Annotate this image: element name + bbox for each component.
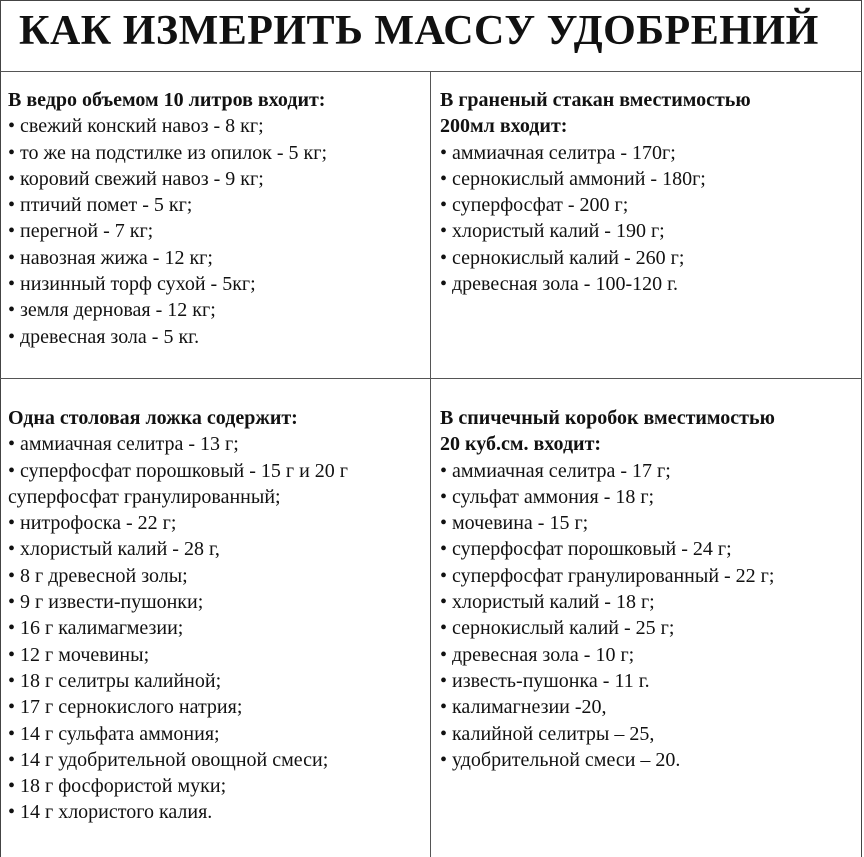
list-item: • аммиачная селитра - 17 г; <box>440 459 671 482</box>
list-item: • древесная зола - 100-120 г. <box>440 273 679 296</box>
list-item: • 18 г селитры калийной; <box>8 669 222 692</box>
list-item: • то же на подстилке из опилок - 5 кг; <box>8 141 328 164</box>
list-item: • хлористый калий - 28 г, <box>8 538 220 561</box>
title-bar <box>0 0 862 72</box>
list-item: • сернокислый калий - 25 г; <box>440 617 675 640</box>
list-item: • нитрофоска - 22 г; <box>8 512 177 535</box>
vertical-divider <box>430 72 431 857</box>
list-item: • 16 г калимагмезии; <box>8 617 184 640</box>
list-item: • навозная жижа - 12 кг; <box>8 246 213 269</box>
glass-heading-line2: 200мл входит: <box>440 115 568 138</box>
list-item: • 17 г сернокислого натрия; <box>8 696 243 719</box>
spoon-heading: Одна столовая ложка содержит: <box>8 407 298 429</box>
list-item: • свежий конский навоз - 8 кг; <box>8 115 264 138</box>
list-item: • известь-пушонка - 11 г. <box>440 669 650 692</box>
matchbox-heading-line1: В спичечный коробок вместимостью <box>440 407 775 429</box>
bucket-section <box>8 87 327 350</box>
list-item: • земля дерновая - 12 кг; <box>8 299 216 322</box>
list-item: • калимагнезии -20, <box>440 696 607 719</box>
list-item: • аммиачная селитра - 170г; <box>440 141 676 164</box>
list-item: • 14 г удобрительной овощной смеси; <box>8 748 329 771</box>
bucket-heading: В ведро объемом 10 литров входит: <box>8 89 326 111</box>
list-item: • сернокислый аммоний - 180г; <box>440 167 706 190</box>
list-item: • хлористый калий - 18 г; <box>440 591 655 614</box>
list-item: • 8 г древесной золы; <box>8 564 188 587</box>
list-item: • древесная зола - 10 г; <box>440 643 635 666</box>
list-item: • коровий свежий навоз - 9 кг; <box>8 167 264 190</box>
glass-section <box>440 87 751 297</box>
list-item: • суперфосфат гранулированный - 22 г; <box>440 564 775 587</box>
list-item: • 12 г мочевины; <box>8 643 150 666</box>
page-title: КАК ИЗМЕРИТЬ МАССУ УДОБРЕНИЙ <box>19 8 819 54</box>
matchbox-heading-line2: 20 куб.см. входит: <box>440 433 602 456</box>
list-item: • 14 г сульфата аммония; <box>8 722 220 745</box>
list-item: • хлористый калий - 190 г; <box>440 220 665 243</box>
list-item: • мочевина - 15 г; <box>440 512 589 535</box>
glass-heading-line1: В граненый стакан вместимостью <box>440 89 751 111</box>
matchbox-section <box>440 405 775 773</box>
list-item: • 18 г фосфористой муки; <box>8 775 227 798</box>
spoon-section <box>8 405 348 826</box>
horizontal-divider <box>0 378 862 379</box>
list-item: • древесная зола - 5 кг. <box>8 325 200 348</box>
list-item: • перегной - 7 кг; <box>8 220 154 243</box>
list-item: • сернокислый калий - 260 г; <box>440 246 685 269</box>
list-item: • суперфосфат порошковый - 15 г и 20 г <box>8 459 348 482</box>
list-item: • птичий помет - 5 кг; <box>8 194 193 217</box>
list-item: • аммиачная селитра - 13 г; <box>8 433 239 456</box>
list-item: • удобрительной смеси – 20. <box>440 748 681 771</box>
list-item: • калийной селитры – 25, <box>440 722 655 745</box>
list-item: • 9 г извести-пушонки; <box>8 591 204 614</box>
list-item: • суперфосфат порошковый - 24 г; <box>440 538 732 561</box>
list-item: • низинный торф сухой - 5кг; <box>8 273 256 296</box>
list-item: • 14 г хлористого калия. <box>8 801 213 824</box>
list-item: суперфосфат гранулированный; <box>8 485 281 508</box>
list-item: • сульфат аммония - 18 г; <box>440 485 655 508</box>
list-item: • суперфосфат - 200 г; <box>440 194 629 217</box>
